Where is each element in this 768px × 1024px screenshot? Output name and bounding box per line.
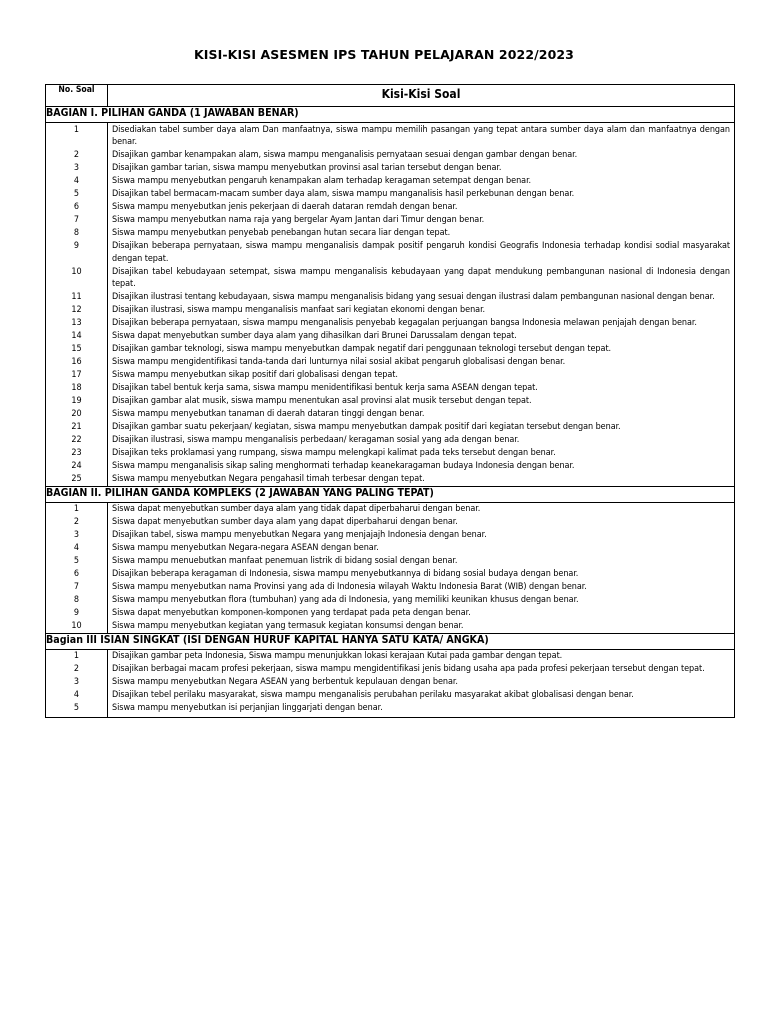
question-number: 1 [46, 123, 108, 149]
table-row [46, 689, 735, 702]
question-indicator: Disajikan teks proklamasi yang rumpang, siswa mampu melengkapi kalimat pada teks tersebut dengan benar. [108, 447, 735, 460]
table-row [46, 649, 735, 663]
question-indicator: Siswa mampu menyebutkan nama raja yang bergelar Ayam Jantan dari Timur dengan benar. [108, 214, 735, 227]
table-row [46, 382, 735, 395]
question-indicator: Siswa mampu menyebutkan Negara ASEAN yang berbentuk kepulauan dengan benar. [108, 676, 735, 689]
table-row [46, 343, 735, 356]
question-indicator: Disajikan gambar suatu pekerjaan/ kegiatan, siswa mampu menyebutkan dampak positif dari kegiatan tersebut dengan benar. [108, 421, 735, 434]
question-number: 4 [46, 175, 108, 188]
question-number: 7 [46, 581, 108, 594]
question-number: 15 [46, 343, 108, 356]
question-indicator: Disajikan gambar peta Indonesia, Siswa mampu menunjukkan lokasi kerajaan Kutai pada gambar dengan tepat. [108, 649, 735, 663]
table-row [46, 408, 735, 421]
question-number: 9 [46, 607, 108, 620]
question-number: 20 [46, 408, 108, 421]
question-number: 14 [46, 330, 108, 343]
question-number: 16 [46, 356, 108, 369]
question-indicator: Disajikan gambar kenampakan alam, siswa mampu menganalisis pernyataan sesuai dengan gambar dengan benar. [108, 149, 735, 162]
question-number: 11 [46, 291, 108, 304]
question-indicator: Disediakan tabel sumber daya alam Dan manfaatnya, siswa mampu memilih pasangan yang tepat antara sumber daya alam dan manfaatnya dengan benar. [108, 123, 735, 149]
table-row [46, 607, 735, 620]
question-indicator: Disajikan gambar alat musik, siswa mampu menentukan asal provinsi alat musik tersebut dengan tepat. [108, 395, 735, 408]
question-indicator: Siswa mampu mengidentifikasi tanda-tanda dari lunturnya nilai sosial akibat pengaruh globalisasi dengan benar. [108, 356, 735, 369]
question-number: 6 [46, 201, 108, 214]
table-row [46, 330, 735, 343]
table-row [46, 568, 735, 581]
question-indicator: Disajikan berbagai macam profesi pekerjaan, siswa mampu mengidentifikasi jenis bidang usaha apa pada profesi pekerjaan tersebut dengan tepat. [108, 663, 735, 676]
table-row [46, 447, 735, 460]
question-indicator: Siswa mampu menyebutkan penyebab penebangan hutan secara liar dengan tepat. [108, 227, 735, 240]
question-number: 3 [46, 529, 108, 542]
question-indicator: Siswa mampu menyebutkan Negara-negara ASEAN dengan benar. [108, 542, 735, 555]
question-indicator: Siswa mampu menyebutkan nama Provinsi yang ada di Indonesia wilayah Waktu Indonesia Barat (WIB) dengan benar. [108, 581, 735, 594]
section-heading: BAGIAN II. PILIHAN GANDA KOMPLEKS (2 JAWABAN YANG PALING TEPAT) [46, 486, 735, 502]
question-number: 4 [46, 689, 108, 702]
question-indicator: Siswa mampu menuebutkan manfaat penemuan listrik di bidang sosial dengan benar. [108, 555, 735, 568]
table-body [46, 107, 735, 718]
section-heading: Bagian III ISIAN SINGKAT (ISI DENGAN HURUF KAPITAL HANYA SATU KATA/ ANGKA) [46, 633, 735, 649]
table-row [46, 502, 735, 516]
question-indicator: Disajikan ilustrasi, siswa mampu menganalisis manfaat sari kegiatan ekonomi dengan benar. [108, 304, 735, 317]
question-indicator: Siswa mampu menganalisis sikap saling menghormati terhadap keanekaragaman budaya Indonesia dengan benar. [108, 460, 735, 473]
table-row [46, 663, 735, 676]
question-number: 3 [46, 162, 108, 175]
question-number: 5 [46, 555, 108, 568]
question-number: 21 [46, 421, 108, 434]
question-indicator: Disajikan ilustrasi, siswa mampu menganalisis perbedaan/ keragaman sosial yang ada dengan benar. [108, 434, 735, 447]
question-number: 10 [46, 265, 108, 291]
question-indicator: Disajikan tebel perilaku masyarakat, siswa mampu menganalisis perubahan perilaku masyarakat akibat globalisasi dengan benar. [108, 689, 735, 702]
question-number: 19 [46, 395, 108, 408]
question-indicator: Disajikan gambar teknologi, siswa mampu menyebutkan dampak negatif dari penggunaan teknologi tersebut dengan tepat. [108, 343, 735, 356]
question-number: 9 [46, 240, 108, 266]
question-indicator: Disajikan tabel bentuk kerja sama, siswa mampu menidentifikasi bentuk kerja sama ASEAN dengan tepat. [108, 382, 735, 395]
table-row [46, 291, 735, 304]
table-row [46, 149, 735, 162]
question-number: 2 [46, 663, 108, 676]
section-heading-row [46, 633, 735, 649]
table-row [46, 594, 735, 607]
question-number: 7 [46, 214, 108, 227]
question-number: 1 [46, 502, 108, 516]
table-row [46, 702, 735, 718]
section-heading: BAGIAN I. PILIHAN GANDA (1 JAWABAN BENAR) [46, 107, 735, 123]
question-number: 23 [46, 447, 108, 460]
section-heading-row [46, 107, 735, 123]
table-row [46, 304, 735, 317]
table-row [46, 369, 735, 382]
question-number: 2 [46, 149, 108, 162]
table-row [46, 227, 735, 240]
document-title: KISI-KISI ASESMEN IPS TAHUN PELAJARAN 2022/2023 [194, 47, 574, 62]
table-row [46, 265, 735, 291]
table-row [46, 162, 735, 175]
question-indicator: Siswa mampu menyebutkan tanaman di daerah dataran tinggi dengan benar. [108, 408, 735, 421]
question-number: 22 [46, 434, 108, 447]
table-row [46, 460, 735, 473]
question-number: 24 [46, 460, 108, 473]
question-number: 4 [46, 542, 108, 555]
table-row [46, 356, 735, 369]
question-indicator: Siswa dapat menyebutkan sumber daya alam yang tidak dapat diperbaharui dengan benar. [108, 502, 735, 516]
question-number: 5 [46, 702, 108, 718]
table-row [46, 175, 735, 188]
column-header-kisi-kisi: Kisi-Kisi Soal [108, 85, 735, 107]
question-number: 1 [46, 649, 108, 663]
question-number: 10 [46, 620, 108, 634]
question-indicator: Disajikan tabel, siswa mampu menyebutkan Negara yang menjajajh Indonesia dengan benar. [108, 529, 735, 542]
question-indicator: Siswa mampu menyebutkan flora (tumbuhan) yang ada di Indonesia, yang memiliki keunikan khusus dengan benar. [108, 594, 735, 607]
question-indicator: Siswa mampu menyebutkan kegiatan yang termasuk kegiatan konsumsi dengan benar. [108, 620, 735, 634]
question-number: 2 [46, 516, 108, 529]
question-number: 8 [46, 227, 108, 240]
table-row [46, 240, 735, 266]
question-number: 18 [46, 382, 108, 395]
question-indicator: Disajikan ilustrasi tentang kebudayaan, siswa mampu menganalisis bidang yang sesuai dengan ilustrasi dalam pembangunan nasional dengan benar. [108, 291, 735, 304]
table-row [46, 676, 735, 689]
table-row [46, 201, 735, 214]
table-row [46, 555, 735, 568]
question-indicator: Disajikan beberapa keragaman di Indonesia, siswa mampu menyebutkannya di bidang sosial budaya dengan benar. [108, 568, 735, 581]
question-indicator: Disajikan tabel bermacam-macam sumber daya alam, siswa mampu manganalisis hasil perkebunan dengan benar. [108, 188, 735, 201]
table-row [46, 317, 735, 330]
table-row [46, 395, 735, 408]
question-indicator: Disajikan gambar tarian, siswa mampu menyebutkan provinsi asal tarian tersebut dengan benar. [108, 162, 735, 175]
question-indicator: Siswa mampu menyebutkan isi perjanjian linggarjati dengan benar. [108, 702, 735, 718]
question-indicator: Disajikan beberapa pernyataan, siswa mampu menganalisis dampak positif pengaruh kondisi Geografis Indonesia terhadap kondisi sodial masyarakat dengan tepat. [108, 240, 735, 266]
kisi-kisi-table [45, 84, 735, 718]
question-indicator: Disajikan beberapa pernyataan, siswa mampu menganalisis penyebab kegagalan perjuangan bangsa Indonesia melawan penjajah dengan benar. [108, 317, 735, 330]
question-indicator: Siswa mampu menyebutkan pengaruh kenampakan alam terhadap keragaman setempat dengan benar. [108, 175, 735, 188]
section-heading-row [46, 486, 735, 502]
table-row [46, 620, 735, 634]
table-row [46, 214, 735, 227]
question-indicator: Siswa mampu menyebutkan Negara pengahasil timah terbesar dengan tepat. [108, 473, 735, 487]
table-row [46, 542, 735, 555]
table-row [46, 473, 735, 487]
question-number: 12 [46, 304, 108, 317]
question-indicator: Siswa mampu menyebutkan jenis pekerjaan di daerah dataran remdah dengan benar. [108, 201, 735, 214]
table-header-row [46, 85, 735, 107]
table-row [46, 123, 735, 149]
question-number: 25 [46, 473, 108, 487]
question-indicator: Disajikan tabel kebudayaan setempat, siswa mampu menganalisis kebudayaan yang dapat mendukung pembangunan nasional di Indonesia dengan tepat. [108, 265, 735, 291]
column-header-no-soal: No. Soal [46, 85, 108, 107]
table-row [46, 434, 735, 447]
question-number: 8 [46, 594, 108, 607]
question-number: 6 [46, 568, 108, 581]
table-row [46, 581, 735, 594]
question-number: 13 [46, 317, 108, 330]
table-row [46, 421, 735, 434]
question-indicator: Siswa mampu menyebutkan sikap positif dari globalisasi dengan tepat. [108, 369, 735, 382]
table-row [46, 529, 735, 542]
question-number: 3 [46, 676, 108, 689]
question-number: 17 [46, 369, 108, 382]
table-row [46, 516, 735, 529]
table-row [46, 188, 735, 201]
question-indicator: Siswa dapat menyebutkan komponen-komponen yang terdapat pada peta dengan benar. [108, 607, 735, 620]
question-indicator: Siswa dapat menyebutkan sumber daya alam yang dihasilkan dari Brunei Darussalam dengan tepat. [108, 330, 735, 343]
question-number: 5 [46, 188, 108, 201]
question-indicator: Siswa dapat menyebutkan sumber daya alam yang dapat diperbaharui dengan benar. [108, 516, 735, 529]
